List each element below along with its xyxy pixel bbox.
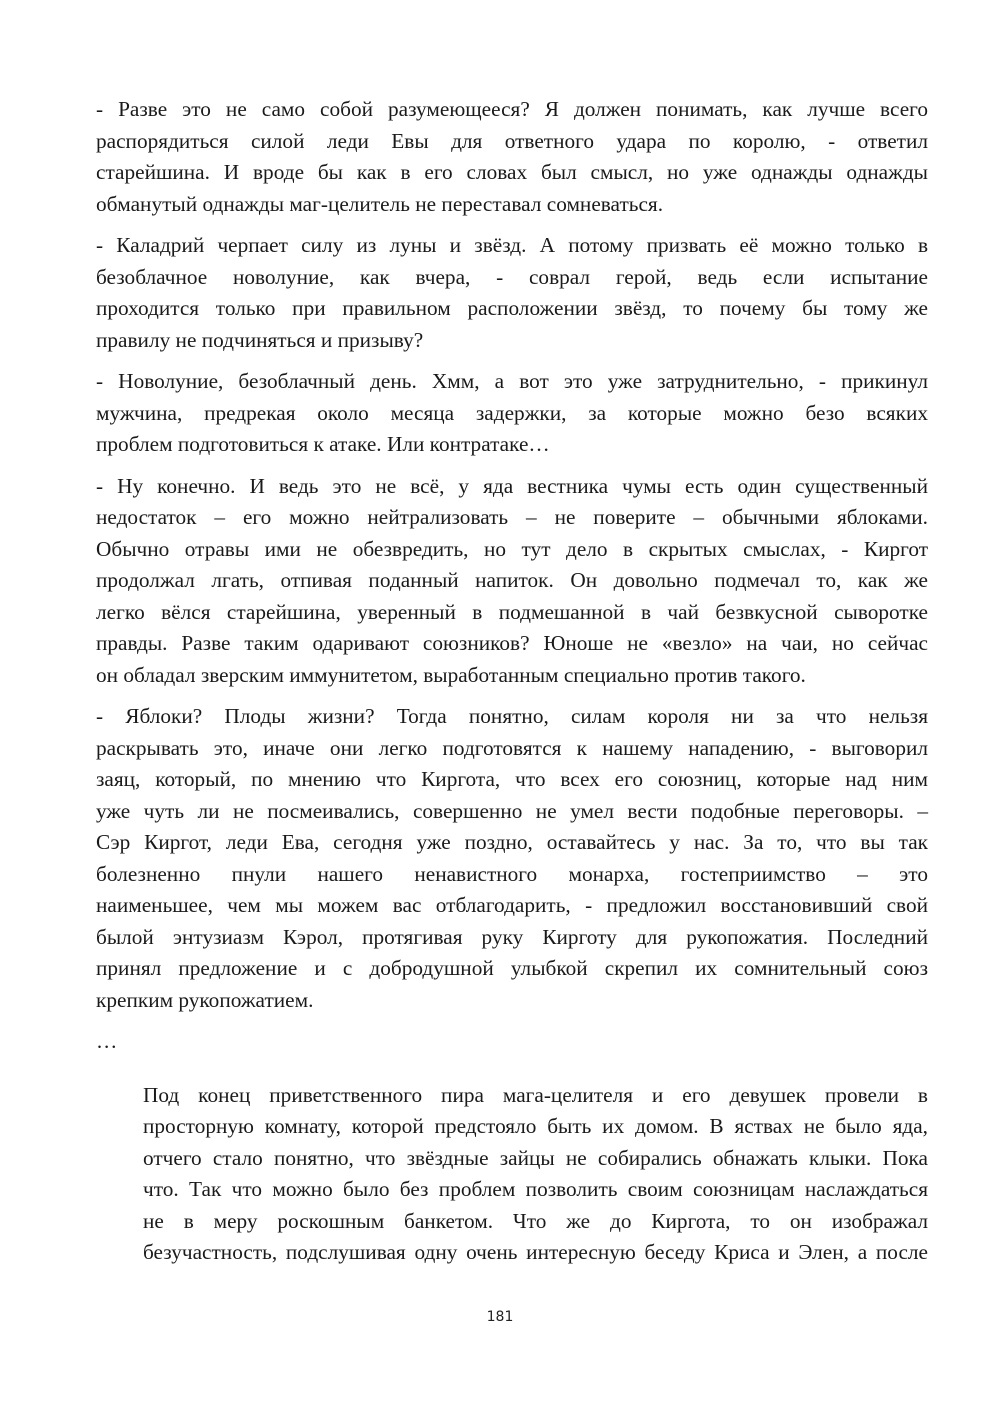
text-line: болезненно пнули нашего ненавистного монарха, гостеприимство – это xyxy=(96,861,928,886)
text-line: мужчина, предрекая около месяца задержки, за которые можно безо всяких xyxy=(96,400,928,425)
text-line: раскрывать это, иначе они легко подготовятся к нашему нападению, - выговорил xyxy=(96,735,928,760)
text-line: правилу не подчиняться и призыву? xyxy=(96,327,424,352)
text-line: - Разве это не само собой разумеющееся? Я должен понимать, как лучше всего xyxy=(96,97,928,121)
text-line: отчего стало понятно, что звёздные зайцы не собирались обнажать клыки. Пока xyxy=(143,1145,928,1170)
paragraph-2 xyxy=(96,230,928,356)
text-line: - Новолуние, безоблачный день. Хмм, а вот это уже затруднительно, - прикинул xyxy=(96,369,928,393)
text-line: Сэр Киргот, леди Ева, сегодня уже поздно, оставайтесь у нас. За то, что вы так xyxy=(96,830,928,854)
text-line: просторную комнату, которой предстояло быть их домом. В яствах не было яда, xyxy=(143,1114,928,1138)
text-line: он обладал зверским иммунитетом, выработанным специально против такого. xyxy=(96,662,806,687)
text-line: проходится только при правильном расположении звёзд, то почему бы тому же xyxy=(96,296,928,320)
text-line: проблем подготовиться к атаке. Или контратаке… xyxy=(96,432,550,456)
text-line: уже чуть ли не посмеивались, совершенно не умел вести подобные переговоры. – xyxy=(96,798,928,823)
text-line: - Ну конечно. И ведь это не всё, у яда вестника чумы есть один существенный xyxy=(96,473,928,498)
text-line: Обычно отравы ими не обезвредить, но тут дело в скрытых смыслах, - Киргот xyxy=(96,536,928,561)
text-line: недостаток – его можно нейтрализовать – не поверите – обычными яблоками. xyxy=(96,505,928,529)
text-line: принял предложение и с добродушной улыбкой скрепил их сомнительный союз xyxy=(96,956,928,980)
page-number: 181 xyxy=(486,1309,514,1325)
text-line: легко вёлся старейшина, уверенный в подмешанной в чай безвкусной сыворотке xyxy=(96,599,928,624)
text-line: былой энтузиазм Кэрол, протягивая руку Кирготу для рукопожатия. Последний xyxy=(96,924,928,949)
text-line: старейшина. И вроде бы как в его словах был смысл, но уже однажды однажды xyxy=(96,160,928,184)
paragraph-4 xyxy=(96,471,928,692)
text-line: - Каладрий черпает силу из луны и звёзд. А потому призвать её можно только в xyxy=(96,233,928,257)
text-line: не в меру роскошным банкетом. Что же до Киргота, то он изображал xyxy=(143,1208,928,1233)
text-line: - Яблоки? Плоды жизни? Тогда понятно, силам короля ни за что нельзя xyxy=(96,704,928,728)
text-line: продолжал лгать, отпивая поданный напиток. Он довольно подмечал то, как же xyxy=(96,568,928,592)
text-line: обманутый однажды маг-целитель не переставал сомневаться. xyxy=(96,191,664,216)
paragraph-1 xyxy=(96,94,928,220)
text-line: Под конец приветственного пира мага-целителя и его девушек провели в xyxy=(143,1082,928,1107)
text-line: правды. Разве таким одаривают союзников? Юноше не «везло» на чаи, но сейчас xyxy=(96,631,928,655)
text-line: распорядиться силой леди Евы для ответного удара по королю, - ответил xyxy=(96,128,928,153)
text-line: заяц, который, по мнению что Киргота, что всех его союзниц, которые над ним xyxy=(96,767,928,791)
text-line: наименьшее, чем мы можем вас отблагодарить, - предложил восстановивший свой xyxy=(96,893,928,917)
text-line: что. Так что можно было без проблем позволить своим союзницам наслаждаться xyxy=(143,1177,928,1201)
paragraph-6 xyxy=(96,1080,928,1269)
text-line: безучастность, подслушивая одну очень интересную беседу Криса и Элен, а после xyxy=(143,1240,928,1264)
scene-separator: … xyxy=(96,1029,118,1053)
text-line: крепким рукопожатием. xyxy=(96,987,314,1012)
paragraph-5 xyxy=(96,701,928,1016)
text-line: безоблачное новолуние, как вчера, - соврал герой, ведь если испытание xyxy=(96,264,928,289)
paragraph-3 xyxy=(96,366,928,461)
document-page xyxy=(96,94,928,1279)
